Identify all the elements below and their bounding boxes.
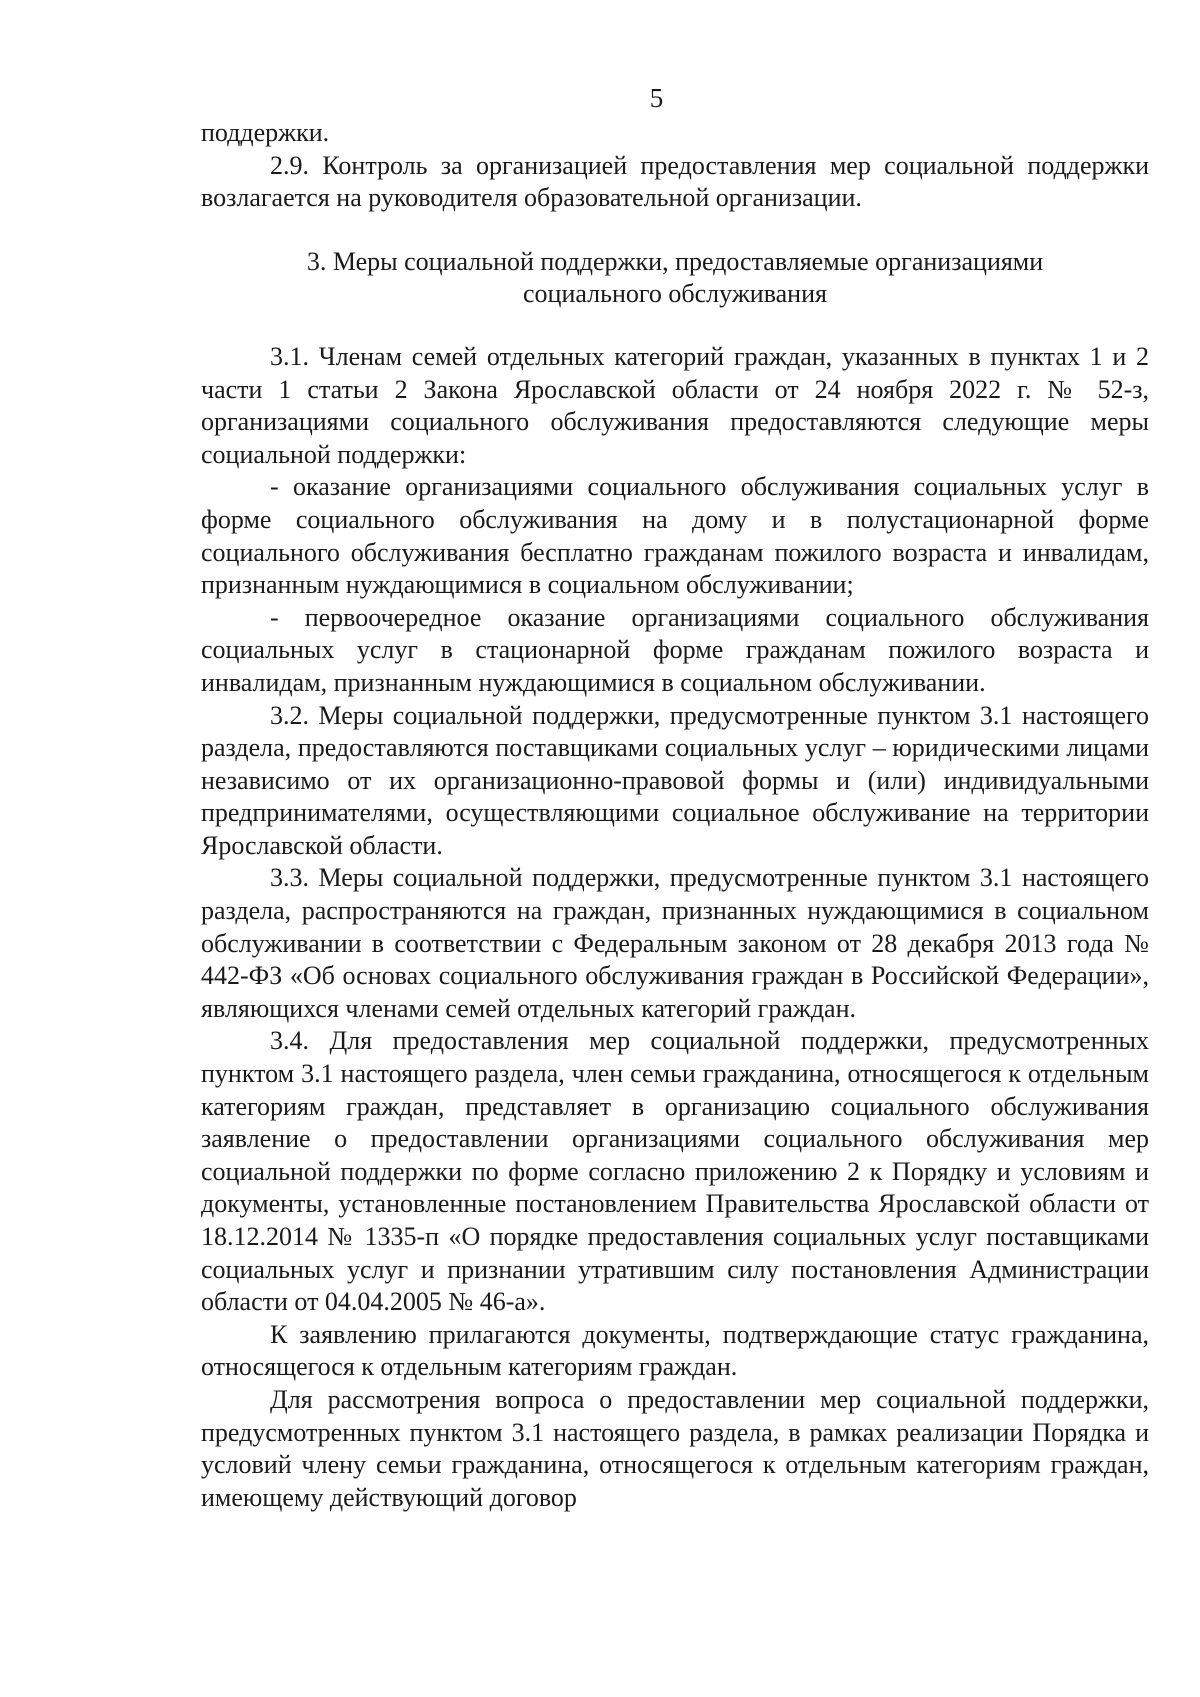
document-body [201, 117, 1149, 1514]
paragraph-2-9: 2.9. Контроль за организацией предоставления мер социальной поддержки возлагается на руководителя образовательной организации. [201, 150, 1149, 213]
section-heading-line-2: социального обслуживания [523, 279, 827, 309]
spacer [201, 215, 1149, 246]
paragraph-3-1: 3.1. Членам семей отдельных категорий граждан, указанных в пунктах 1 и 2 части 1 статьи 2 Закона Ярославской области от 24 ноября 2022 г. № 52-з, организациями социального обслуживания предоставляются следующие меры социальной поддержки: [201, 341, 1149, 469]
section-heading-line-1: 3. Меры социальной поддержки, предоставляемые организациями [306, 246, 1044, 276]
paragraph-3-2: 3.2. Меры социальной поддержки, предусмотренные пунктом 3.1 настоящего раздела, предоставляются поставщиками социальных услуг – юридическими лицами независимо от их организационно-правовой формы и (или) индивидуальными предпринимателями, осуществляющими социальное обслуживание на территории Ярославской области. [201, 700, 1149, 860]
paragraph-consideration: Для рассмотрения вопроса о предоставлении мер социальной поддержки, предусмотренных пунктом 3.1 настоящего раздела, в рамках реализации Порядка и условий члену семьи гражданина, относящегося к отдельным категориям граждан, имеющему действующий договор [201, 1384, 1149, 1512]
list-item-home-care: - оказание организациями социального обслуживания социальных услуг в форме социального обслуживания на дому и в полустационарной форме социального обслуживания бесплатно гражданам пожилого возраста и инвалидам, признанным нуждающимися в социальном обслуживании; [201, 472, 1149, 600]
paragraph-3-3: 3.3. Меры социальной поддержки, предусмотренные пунктом 3.1 настоящего раздела, распространяются на граждан, признанных нуждающимися в социальном обслуживании в соответствии с Федеральным законом от 28 декабря 2013 года № 442-ФЗ «Об основах социального обслуживания граждан в Российской Федерации», являющихся членами семей отдельных категорий граждан. [201, 863, 1149, 1023]
paragraph-attachments: К заявлению прилагаются документы, подтверждающие статус гражданина, относящегося к отдельным категориям граждан. [201, 1319, 1149, 1382]
spacer [201, 311, 1149, 341]
paragraph-3-4: 3.4. Для предоставления мер социальной поддержки, предусмотренных пунктом 3.1 настоящего раздела, член семьи гражданина, относящегося к отдельным категориям граждан, представляет в организацию социального обслуживания заявление о предоставлении организациями социального обслуживания мер социальной поддержки по форме согласно приложению 2 к Порядку и условиям и документы, установленные постановлением Правительства Ярославской области от 18.12.2014 № 1335-п «О порядке предоставления социальных услуг поставщиками социальных услуг и признании утратившим силу постановления Администрации области от 04.04.2005 № 46-а». [201, 1026, 1149, 1317]
paragraph-continuation: поддержки. [201, 118, 330, 147]
list-item-inpatient-care: - первоочередное оказание организациями социального обслуживания социальных услуг в стационарной форме гражданам пожилого возраста и инвалидам, признанным нуждающимися в социальном обслуживании. [201, 602, 1149, 697]
page-number: 5 [649, 83, 664, 113]
